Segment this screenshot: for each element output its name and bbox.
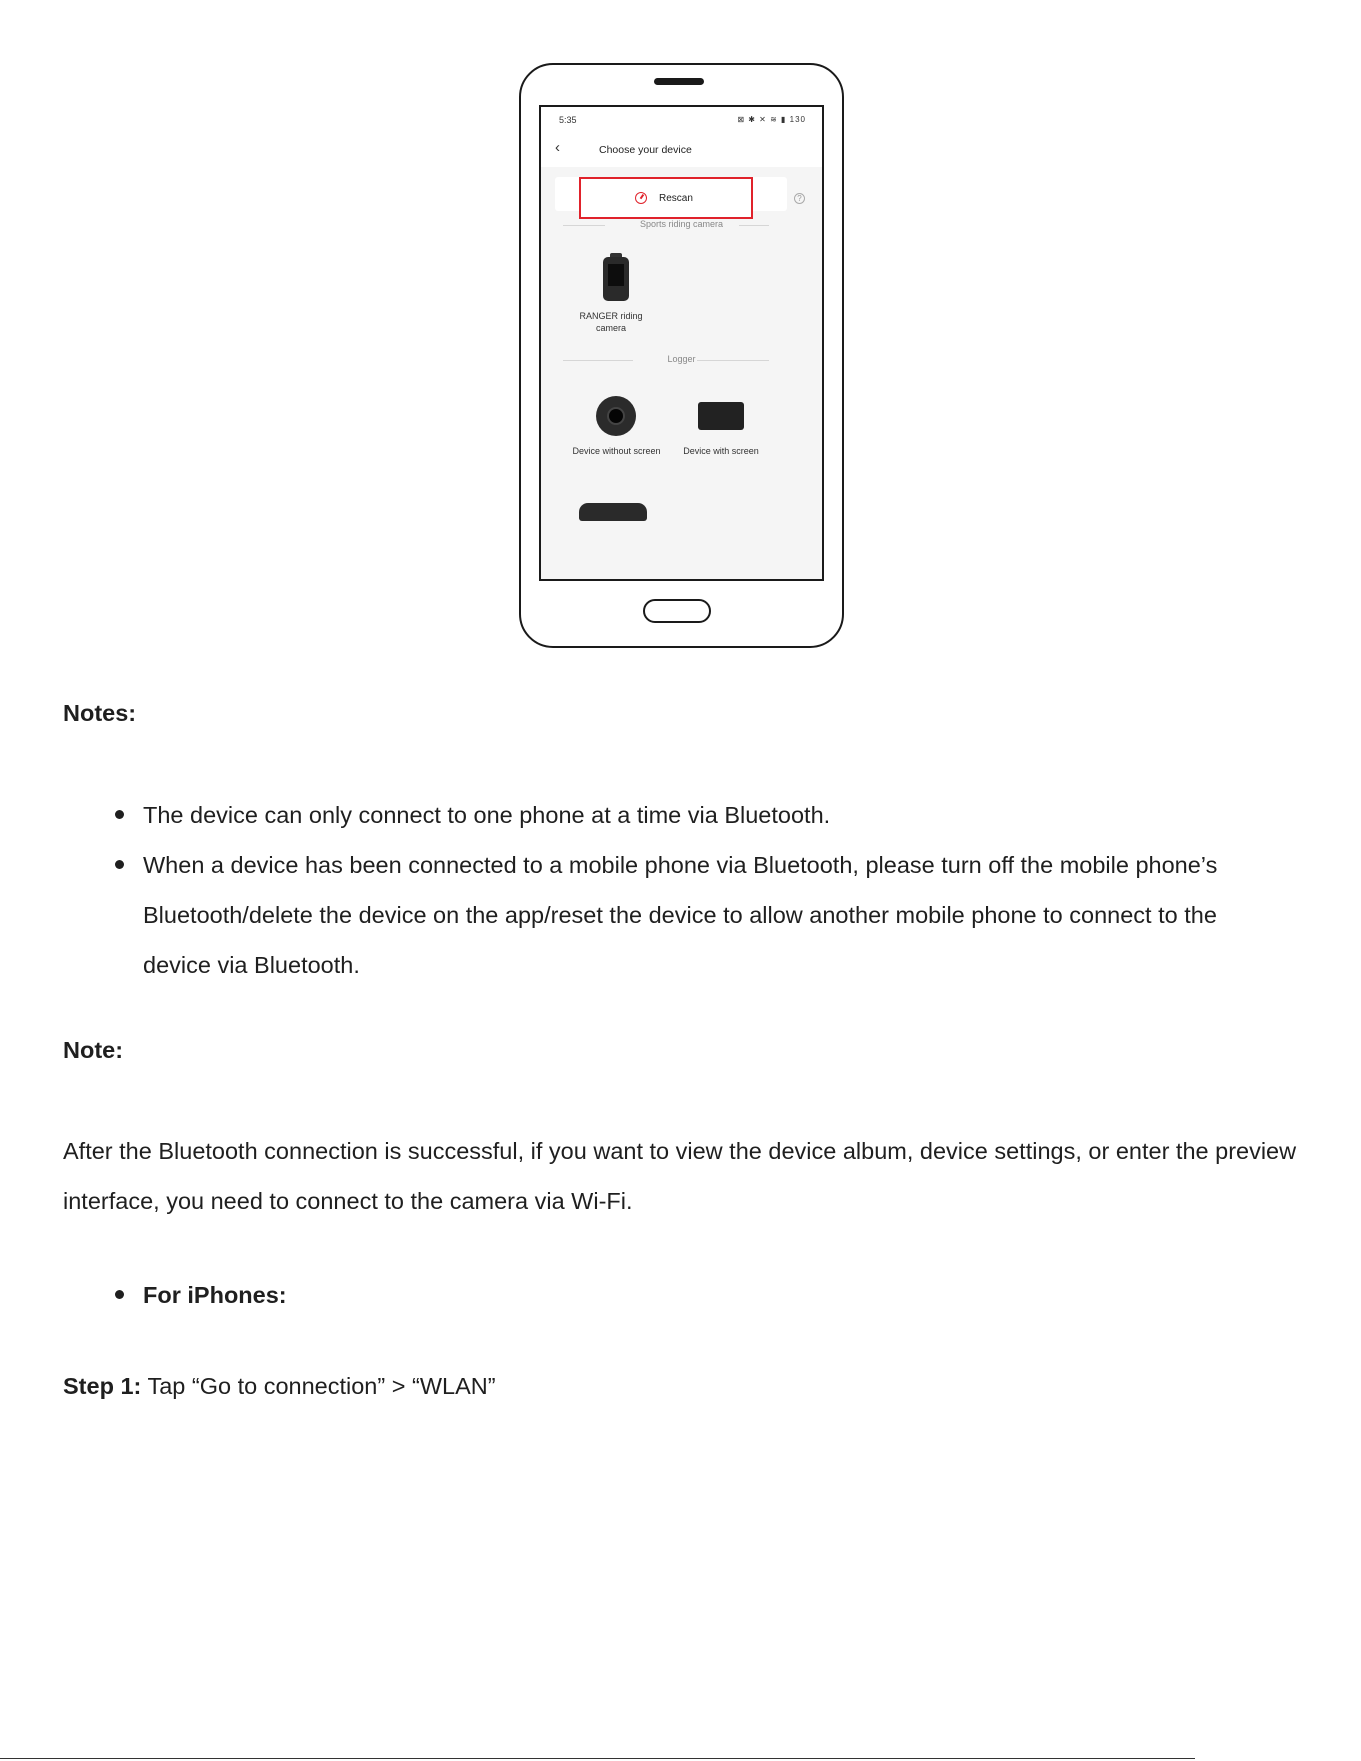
note-paragraph: After the Bluetooth connection is successful, if you want to view the device album, device settings, or enter the preview interface, you need to connect to the camera via Wi-Fi. [63, 1138, 1297, 1214]
device-without-screen-image[interactable] [596, 396, 636, 436]
section-title-logger: Logger [667, 354, 696, 364]
phone-home-button [643, 599, 711, 623]
device-with-screen-image[interactable] [698, 402, 744, 430]
note-heading: Note: [63, 1037, 124, 1063]
status-bar [541, 107, 822, 133]
step-1 [63, 1361, 1303, 1411]
list-item: When a device has been connected to a mobile phone via Bluetooth, please turn off the mobile phone’s Bluetooth/delete the device on the app/reset the device to allow another mobile phone to connect to the device via Bluetooth. [143, 840, 1263, 990]
notes-heading: Notes: [63, 700, 137, 726]
screen-title: Choose your device [599, 144, 692, 156]
rescan-icon [635, 192, 647, 204]
device-label-ranger[interactable]: RANGER riding camera [579, 311, 643, 333]
phone-screen [539, 105, 824, 581]
section-title-sports: Sports riding camera [639, 219, 724, 229]
step-1-label: Step 1: [63, 1373, 142, 1399]
device-label-with-screen[interactable]: Device with screen [683, 446, 759, 456]
iphone-bullet: For iPhones: [143, 1270, 1263, 1320]
phone-illustration [519, 63, 844, 648]
rescan-button[interactable] [579, 177, 753, 219]
status-icons: ⊠ ✱ ✕ ≋ ▮ 130 [737, 115, 806, 124]
list-item: The device can only connect to one phone at a time via Bluetooth. [143, 790, 1263, 840]
rescan-row [555, 177, 787, 211]
status-time: 5:35 [559, 115, 577, 125]
page-bottom-rule [0, 1758, 1195, 1759]
ranger-camera-image[interactable] [603, 257, 629, 301]
back-arrow-icon[interactable]: ‹ [555, 139, 560, 156]
phone-speaker [654, 78, 704, 85]
help-icon[interactable]: ? [794, 193, 805, 204]
rescan-label: Rescan [659, 193, 693, 204]
step-1-text: Tap “Go to connection” > “WLAN” [141, 1373, 496, 1399]
app-bar [541, 133, 822, 167]
mirror-device-image[interactable] [579, 503, 647, 521]
device-label-without-screen[interactable]: Device without screen [572, 446, 661, 456]
